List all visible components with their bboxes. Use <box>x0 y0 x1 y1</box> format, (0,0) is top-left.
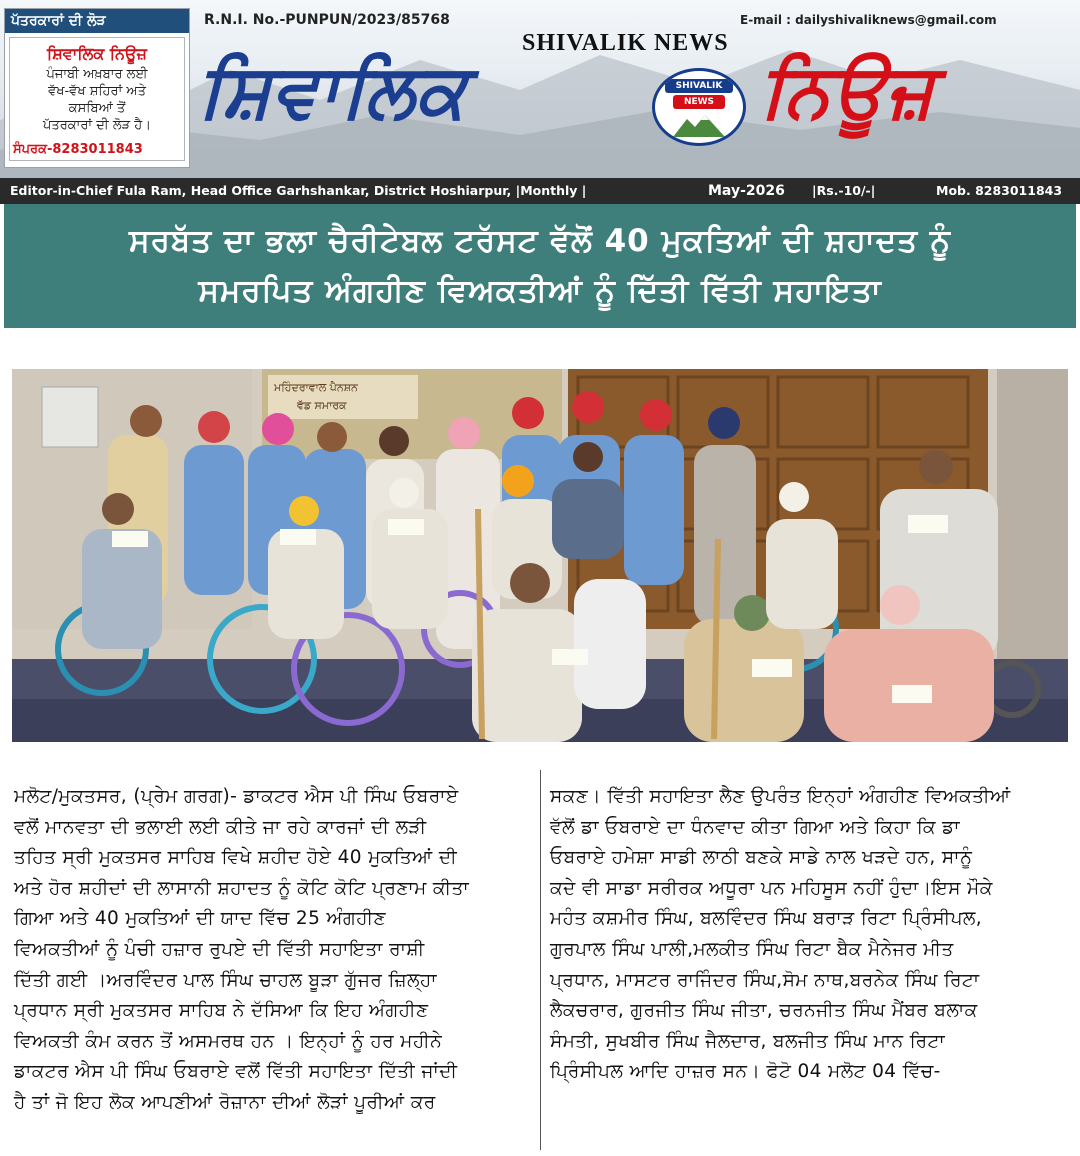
masthead-title-left: ਸ਼ਿਵਾਲਿਕ <box>198 48 467 134</box>
article-line: ਹੈ ਤਾਂ ਜੋ ਇਹ ਲੋਕ ਆਪਣੀਆਂ ਰੋਜ਼ਾਨਾ ਦੀਆਂ ਲੋੜਾਂ ਪੂਰੀਆਂ ਕਰ <box>14 1091 436 1113</box>
news-photo <box>12 369 1068 742</box>
ad-line: ਵੱਖ-ਵੱਖ ਸ਼ਹਿਰਾਂ ਅਤੇ <box>48 84 146 99</box>
masthead-title-right: ਨਿਊਜ਼ <box>760 48 935 134</box>
ad-contact: ਸੰਪਰਕ-8283011843 <box>13 142 143 157</box>
article-line: ਮਹੰਤ ਕਸ਼ਮੀਰ ਸਿੰਘ, ਬਲਵਿੰਦਰ ਸਿੰਘ ਬਰਾੜ ਰਿਟਾ ਪ੍ਰਿੰਸੀਪਲ, <box>550 908 983 930</box>
article-line: ਪ੍ਰਧਾਨ, ਮਾਸਟਰ ਰਾਜਿੰਦਰ ਸਿੰਘ,ਸੋਮ ਨਾਥ,ਬਰਨੇਕ ਸਿੰਘ ਰਿਟਾ <box>550 969 980 991</box>
article-line: ਤਹਿਤ ਸ੍ਰੀ ਮੁਕਤਸਰ ਸਾਹਿਬ ਵਿਖੇ ਸ਼ਹੀਦ ਹੋਏ 40 ਮੁਕਤਿਆਂ ਦੀ <box>14 847 458 869</box>
article-line: ਸਕਣ। ਵਿੱਤੀ ਸਹਾਇਤਾ ਲੈਣ ਉਪਰੰਤ ਇਨ੍ਹਾਂ ਅੰਗਹੀਣ ਵਿਅਕਤੀਆਂ <box>550 786 1011 807</box>
email-address: E-mail : dailyshivaliknews@gmail.com <box>740 13 997 27</box>
editor-info: Editor-in-Chief Fula Ram, Head Office Garhshankar, District Hoshiarpur, |Monthly | <box>10 183 587 198</box>
ad-title: ਸ਼ਿਵਾਲਿਕ ਨਿਊਜ਼ <box>46 44 147 63</box>
article-line: ਪ੍ਰਧਾਨ ਸ੍ਰੀ ਮੁਕਤਸਰ ਸਾਹਿਬ ਨੇ ਦੱਸਿਆ ਕਿ ਇਹ ਅੰਗਹੀਣ <box>14 1000 429 1022</box>
article-line: ਅਤੇ ਹੋਰ ਸ਼ਹੀਦਾਂ ਦੀ ਲਾਸਾਨੀ ਸ਼ਹਾਦਤ ਨੂੰ ਕੋਟਿ ਕੋਟਿ ਪ੍ਰਣਾਮ ਕੀਤਾ <box>14 877 470 899</box>
article-column-left <box>14 782 534 1119</box>
article-line: ਡਾਕਟਰ ਐਸ ਪੀ ਸਿੰਘ ਓਬਰਾਏ ਵਲੋਂ ਵਿੱਤੀ ਸਹਾਇਤਾ ਦਿੱਤੀ ਜਾਂਦੀ <box>14 1061 458 1083</box>
headline-banner <box>4 204 1076 328</box>
ad-line: ਕਸਬਿਆਂ ਤੋਂ <box>68 101 126 116</box>
photo-banner-text-2: ਵੱਡ ਸਮਾਰਕ <box>297 399 347 412</box>
ad-line: ਪੱਤਰਕਾਰਾਂ ਦੀ ਲੋੜ ਹੈ। <box>42 118 152 133</box>
article-line: ਵੱਲੋਂ ਡਾ ਓਬਰਾਏ ਦਾ ਧੰਨਵਾਦ ਕੀਤਾ ਗਿਆ ਅਤੇ ਕਿਹਾ ਕਿ ਡਾ <box>550 816 960 838</box>
logo-mountain-icon <box>673 111 725 137</box>
column-divider <box>540 770 541 1150</box>
headline-line-2: ਸਮਰਪਿਤ ਅੰਗਹੀਣ ਵਿਅਕਤੀਆਂ ਨੂੰ ਦਿੱਤੀ ਵਿੱਤੀ ਸਹਾਇਤਾ <box>198 273 882 309</box>
article-line: ਗੁਰਪਾਲ ਸਿੰਘ ਪਾਲੀ,ਮਲਕੀਤ ਸਿੰਘ ਰਿਟਾ ਬੈਕ ਮੈਨੇਜਰ ਮੀਤ <box>550 938 954 960</box>
article-line: ਵਲੋਂ ਮਾਨਵਤਾ ਦੀ ਭਲਾਈ ਲਈ ਕੀਤੇ ਜਾ ਰਹੇ ਕਾਰਜਾਂ ਦੀ ਲੜੀ <box>14 816 427 838</box>
mobile-number: Mob. 8283011843 <box>936 183 1063 198</box>
masthead <box>0 0 1080 178</box>
article-column-right <box>550 782 1070 1088</box>
article-line: ਓਬਰਾਏ ਹਮੇਸ਼ਾ ਸਾਡੀ ਲਾਠੀ ਬਣਕੇ ਸਾਡੇ ਨਾਲ ਖੜਦੇ ਹਨ, ਸਾਨੂੰ <box>550 847 973 869</box>
logo-text-top: SHIVALIK <box>665 79 733 93</box>
ad-text <box>10 64 184 136</box>
article-line: ਗਿਆ ਅਤੇ 40 ਮੁਕਤਿਆਂ ਦੀ ਯਾਦ ਵਿੱਚ 25 ਅੰਗਹੀਣ <box>14 908 386 930</box>
publication-info-bar <box>0 178 1080 204</box>
journalists-wanted-ad <box>4 8 190 168</box>
rni-number: R.N.I. No.-PUNPUN/2023/85768 <box>204 12 450 28</box>
article-line: ਸੰਮਤੀ, ਸੁਖਬੀਰ ਸਿੰਘ ਜੈਲਦਾਰ, ਬਲਜੀਤ ਸਿੰਘ ਮਾਨ ਰਿਟਾ <box>550 1030 946 1052</box>
ad-header: ਪੱਤਰਕਾਰਾਂ ਦੀ ਲੋੜ <box>5 9 189 33</box>
photo-banner-text-1: ਮਹਿੰਦਰਾਵਾਲ ਪੈਨਸ਼ਨ <box>274 381 358 394</box>
article-line: ਕਦੇ ਵੀ ਸਾਡਾ ਸਰੀਰਕ ਅਧੂਰਾ ਪਨ ਮਹਿਸੂਸ ਨਹੀਂ ਹੁੰਦਾ।ਇਸ ਮੌਕੇ <box>550 877 993 899</box>
shivalik-news-logo <box>652 68 746 146</box>
headline-line-1: ਸਰਬੱਤ ਦਾ ਭਲਾ ਚੈਰੀਟੇਬਲ ਟਰੱਸਟ ਵੱਲੋਂ 40 ਮੁਕਤਿਆਂ ਦੀ ਸ਼ਹਾਦਤ ਨੂੰ <box>128 223 951 259</box>
issue-date: May-2026 <box>708 183 785 199</box>
price: |Rs.-10/-| <box>812 183 876 198</box>
article-line: ਲੈਕਚਰਾਰ, ਗੁਰਜੀਤ ਸਿੰਘ ਜੀਤਾ, ਚਰਨਜੀਤ ਸਿੰਘ ਮੈਂਬਰ ਬਲਾਕ <box>550 1000 978 1022</box>
english-masthead-name: SHIVALIK NEWS <box>522 30 729 56</box>
article-line: ਵਿਅਕਤੀਆਂ ਨੂੰ ਪੰਚੀ ਹਜ਼ਾਰ ਰੁਪਏ ਦੀ ਵਿੱਤੀ ਸਹਾਇਤਾ ਰਾਸ਼ੀ <box>14 938 425 960</box>
article-line: ਦਿੱਤੀ ਗਈ ।ਅਰਵਿੰਦਰ ਪਾਲ ਸਿੰਘ ਚਾਹਲ ਬੂੜਾ ਗੁੱਜਰ ਜ਼ਿਲ੍ਹਾ <box>14 969 437 991</box>
article-line: ਵਿਅਕਤੀ ਕੰਮ ਕਰਨ ਤੋਂ ਅਸਮਰਥ ਹਨ । ਇਨ੍ਹਾਂ ਨੂੰ ਹਰ ਮਹੀਨੇ <box>14 1030 443 1052</box>
ad-line: ਪੰਜਾਬੀ ਅਖ਼ਬਾਰ ਲਈ <box>46 67 148 82</box>
group-photo-illustration <box>12 369 1068 742</box>
article-line: ਪ੍ਰਿੰਸੀਪਲ ਆਦਿ ਹਾਜ਼ਰ ਸਨ। ਫੋਟੋ 04 ਮਲੋਟ 04 ਵਿੱਚ- <box>550 1061 941 1083</box>
article-line: ਮਲੋਟ/ਮੁਕਤਸਰ, (ਪ੍ਰੇਮ ਗਰਗ)- ਡਾਕਟਰ ਐਸ ਪੀ ਸਿੰਘ ਓਬਰਾਏ <box>14 786 459 807</box>
logo-text-bottom: NEWS <box>673 95 725 109</box>
